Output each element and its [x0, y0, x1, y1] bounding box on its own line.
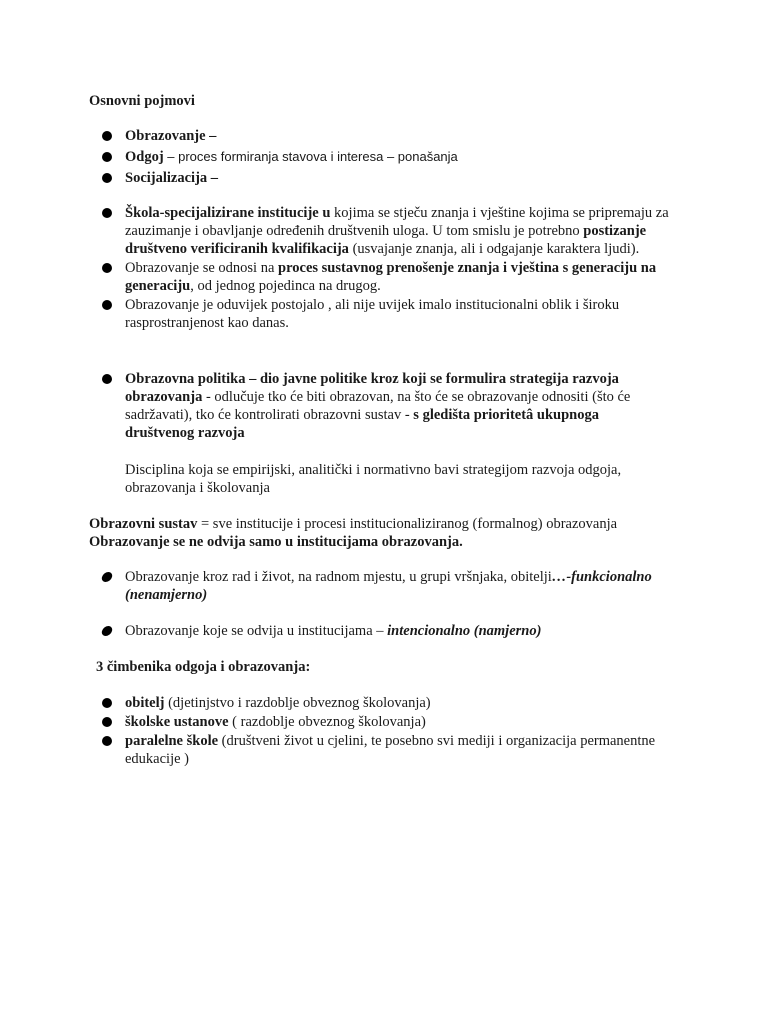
list-item [102, 713, 682, 731]
list-item [102, 169, 682, 190]
policy-list [102, 370, 662, 442]
bullet-icon [102, 698, 112, 708]
term-definition: (djetinjstvo i razdoblje obveznog školovanja) [164, 695, 431, 711]
factors-heading: 3 čimbenika odgoja i obrazovanja: [96, 659, 311, 675]
bullet-icon [102, 736, 112, 746]
term: Socijalizacija – [125, 170, 219, 186]
bullet-icon [102, 152, 112, 162]
list-item [102, 259, 682, 295]
bullet-icon [102, 300, 112, 310]
terms-list [102, 127, 682, 190]
bullet-icon [102, 717, 112, 727]
intentional-list [102, 622, 682, 640]
system-paragraph [89, 515, 689, 551]
bullet-icon [102, 263, 112, 273]
emphasis-text: Obrazovna politika – dio javne politike kroz koji se formulira strategija razvoja obrazovanja [125, 371, 619, 405]
list-item [102, 370, 662, 442]
paragraph-text: (usvajanje znanja, ali i odgajanje karaktera ljudi). [348, 241, 640, 257]
bullet-icon [101, 572, 114, 582]
factors-list [102, 694, 682, 768]
discipline-paragraph: Disciplina koja se empirijski, analitički i normativno bavi strategijom razvoja odgoja, obrazovanja i školovanja [125, 462, 622, 496]
list-item [102, 732, 682, 768]
list-item [102, 148, 682, 169]
list-item [102, 694, 682, 712]
paragraph-text: , od jednog pojedinca na drugog. [190, 278, 381, 294]
term: obitelj [125, 695, 165, 711]
term: Škola-specijalizirane institucije u [125, 205, 331, 221]
paragraph-text: Obrazovanje kroz rad i život, na radnom mjestu, u grupi vršnjaka, obitelji [125, 569, 552, 585]
term-definition: – proces formiranja stavova i interesa – ponašanja [163, 149, 458, 164]
functional-list [102, 568, 682, 604]
list-item [102, 568, 682, 604]
term: školske ustanove [125, 714, 229, 730]
paragraph-text: = sve institucije i procesi institucionaliziranog (formalnog) obrazovanja [197, 516, 618, 532]
emphasis-text: intencionalno (namjerno) [387, 623, 542, 639]
term-definition: ( razdoblje obveznog školovanja) [228, 714, 426, 730]
section-heading: Osnovni pojmovi [89, 93, 195, 109]
bullet-icon [102, 173, 112, 183]
term: Odgoj [125, 149, 164, 165]
list-item [102, 127, 682, 148]
paragraph-text: Obrazovanje se odnosi na [125, 260, 279, 276]
bullet-icon [101, 626, 114, 636]
bullet-icon [102, 374, 112, 384]
list-item [102, 204, 682, 258]
bullet-icon [102, 208, 112, 218]
paragraph-text: Obrazovanje je oduvijek postojalo , ali nije uvijek imalo institucionalni oblik i široku rasprostranjenost kao danas. [125, 297, 620, 331]
emphasis-text: …-funkcionalno (nenamjerno) [125, 569, 652, 603]
emphasis-text: Obrazovni sustav [89, 516, 198, 532]
emphasis-text: Obrazovanje se ne odvija samo u institucijama obrazovanja. [89, 534, 463, 550]
term-definition: (društveni život u cjelini, te posebno svi mediji i organizacija permanentne edukacije ) [125, 733, 656, 767]
paragraph-text: Obrazovanje koje se odvija u institucijama – [125, 623, 388, 639]
emphasis-text: s gledišta prioritetâ ukupnoga društvenog razvoja [125, 407, 600, 441]
paragraph-text: kojima se stječu znanja i vještine kojima se pripremaju za zauzimanje i obavljanje određenih društvenih uloga. U tom smislu je potrebno [125, 205, 669, 239]
emphasis-text: proces sustavnog prenošenje znanja i vještina s generaciju na generaciju [125, 260, 657, 294]
emphasis-text: postizanje društveno verificiranih kvalifikacija [125, 223, 647, 257]
list-item [102, 622, 682, 640]
term: Obrazovanje – [125, 128, 217, 144]
definitions-list [102, 204, 682, 332]
list-item [102, 296, 682, 332]
bullet-icon [102, 131, 112, 141]
term: paralelne škole [125, 733, 219, 749]
paragraph-text: - odlučuje tko će biti obrazovan, na što će se obrazovanje odnositi (što će sadržavati), tko će kontrolirati obrazovni sustav - [125, 389, 631, 423]
